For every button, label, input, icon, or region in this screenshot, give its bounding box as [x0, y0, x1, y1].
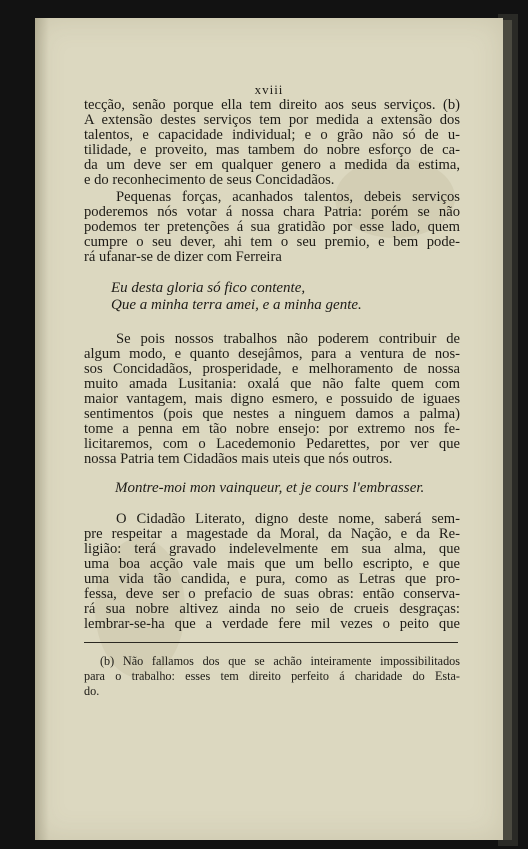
- text-line: lembrar-se-ha que a verdade fere mil vezes o peito que: [84, 616, 460, 632]
- text-line: Se pois nossos trabalhos não poderem contribuir de: [116, 331, 460, 347]
- text-line: talentos, e capacidade individual; e o grão não só de u-: [84, 127, 460, 143]
- text-line: poderemos nós votar á nossa chara Patria: porém se não: [84, 204, 460, 220]
- book-page: [35, 18, 503, 840]
- text-line: sos Concidadãos, prosperidade, e melhoramento de nossa: [84, 361, 460, 377]
- french-quote: Montre-moi mon vainqueur, et je cours l'embrasser.: [115, 480, 425, 496]
- text-line: O Cidadão Literato, digno deste nome, saberá sem-: [116, 511, 460, 527]
- text-line: muito amada Lusitania: oxalá que não falte quem com: [84, 376, 460, 392]
- footnote-line: para o trabalho: esses tem direito perfeito á charidade do Esta-: [84, 669, 460, 683]
- footnote-line: (b) Não fallamos dos que se achão inteiramente impossibilitados: [100, 654, 460, 668]
- text-line: ligião: terá gravado indelevelmente em sua alma, que: [84, 541, 460, 557]
- text-line: tome a penna em tão nobre ensejo: por extremo nos fe-: [84, 421, 460, 437]
- text-line: algum modo, e quanto desejâmos, para a ventura de nos-: [84, 346, 460, 362]
- text-line: tilidade, e proveito, mas tambem do nobre esforço de ca-: [84, 142, 460, 158]
- text-line: e do reconhecimento de seus Concidadãos.: [84, 172, 335, 188]
- page-number-header: xviii: [254, 82, 284, 97]
- text-line: podemos ter pretenções á sua gratidão por esse lado, quem: [84, 219, 460, 235]
- book-edge-inner: [502, 20, 512, 840]
- text-line: fessa, deve ser o prefacio de suas obras: então conserva-: [84, 586, 460, 602]
- footnote-line: do.: [84, 684, 100, 698]
- spine-shadow: [35, 18, 49, 840]
- text-line: uma vida tão candida, e pura, como as Letras que pro-: [84, 571, 460, 587]
- verse-line: Eu desta gloria só fico contente,: [111, 280, 306, 296]
- text-line: rá ufanar-se de dizer com Ferreira: [84, 249, 282, 265]
- verse-line: Que a minha terra amei, e a minha gente.: [111, 297, 362, 313]
- text-line: sentimentos (pois que nestes a ninguem damos a palma): [84, 406, 460, 422]
- text-line: maior vantagem, mais digno esmero, e possuido de iguaes: [84, 391, 460, 407]
- text-line: rá sua nobre altivez ainda no seio de crueis desgraças:: [84, 601, 460, 617]
- footnote-rule: [84, 642, 458, 643]
- text-line: nossa Patria tem Cidadãos mais uteis que nós outros.: [84, 451, 393, 467]
- text-line: uma boa acção vale mais que um bello escripto, e que: [84, 556, 460, 572]
- text-line: A extensão destes serviços tem por medida a extensão dos: [84, 112, 460, 128]
- text-line: cumpre o seu dever, ahi tem o seu premio, e bem pode-: [84, 234, 460, 250]
- text-line: da um deve ser em qualquer genero a medida da estima,: [84, 157, 460, 173]
- text-line: pre respeitar a magestade da Moral, da Nação, e da Re-: [84, 526, 460, 542]
- text-line: Pequenas forças, acanhados talentos, debeis serviços: [116, 189, 460, 205]
- text-line: licitaremos, com o Lacedemonio Pedarettes, por ver que: [84, 436, 460, 452]
- text-line: tecção, senão porque ella tem direito aos seus serviços. (b): [84, 97, 460, 113]
